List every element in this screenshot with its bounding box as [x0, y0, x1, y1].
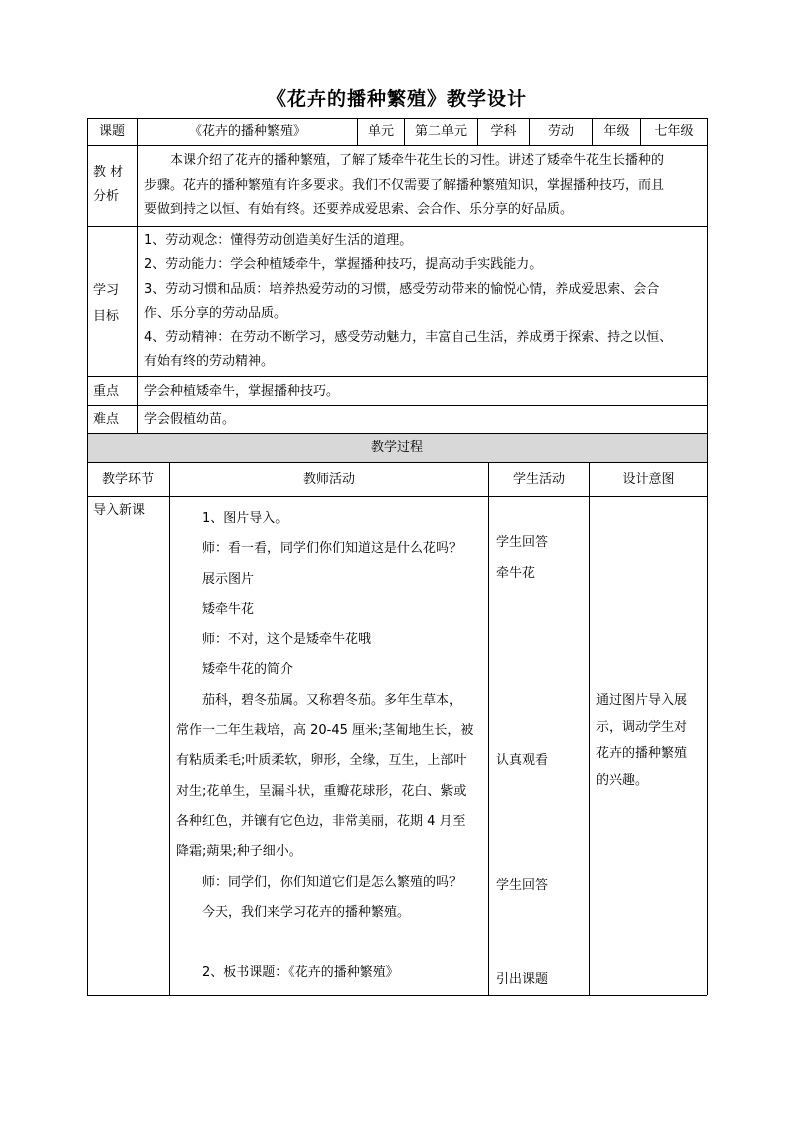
subject-label: 学科: [490, 124, 517, 139]
teacher-line: 各种红色，并镶有它色边，非常美丽，花期 4 月至: [176, 813, 466, 829]
topic-label: 课题: [98, 124, 125, 139]
objectives-text: [144, 229, 706, 375]
objective-line: 2、劳动能力：学会种植矮牵牛，掌握播种技巧，提高动手实践能力。: [144, 257, 543, 273]
difficulty-label: 难点: [93, 412, 120, 427]
teacher-line: 师：不对，这个是矮牵牛花哦: [202, 632, 372, 648]
teacher-line: 2、板书课题：《花卉的播种繁殖》: [202, 965, 399, 981]
student-activity: 认真观看: [496, 753, 549, 768]
teacher-line: 矮牵牛花的简介: [202, 662, 294, 678]
unit-label: 单元: [367, 124, 394, 139]
teacher-line: 有粘质柔毛;叶质柔软，卵形，全缘，互生，上部叶: [176, 753, 467, 769]
grid-line: [488, 462, 489, 995]
process-header: 教学过程: [370, 440, 423, 455]
teacher-line: 降霜;蒴果;种子细小。: [176, 844, 302, 860]
grid-line: [137, 118, 138, 433]
teacher-activities: [176, 504, 486, 989]
grade-value: 七年级: [654, 124, 694, 139]
page-title: 《花卉的播种繁殖》教学设计: [266, 88, 527, 110]
analysis-label-line2: 分析: [93, 189, 120, 204]
difficulty-text: 学会假植幼苗。: [144, 412, 236, 427]
teacher-line: 矮牵牛花: [202, 601, 255, 617]
intent-line: 的兴趣。: [596, 772, 649, 788]
analysis-label: [93, 161, 137, 209]
objective-line: 3、劳动习惯和品质：培养热爱劳动的习惯，感受劳动带来的愉悦心情，养成爱思索、会合: [144, 281, 660, 297]
analysis-label-line1: 教 材: [93, 165, 124, 180]
objective-line: 作、乐分享的劳动品质。: [144, 305, 288, 321]
teacher-line: 展示图片: [202, 571, 255, 587]
objectives-label-line2: 目标: [93, 309, 120, 324]
analysis-text: [144, 149, 706, 223]
student-activity: 学生回答: [496, 878, 549, 893]
grid-line: [87, 496, 707, 497]
grid-line: [87, 376, 707, 377]
objectives-label-line1: 学习: [93, 283, 120, 298]
unit-value: 第二单元: [414, 124, 467, 139]
teacher-line: 1、图片导入。: [202, 511, 289, 526]
col-header-intent: 设计意图: [622, 472, 675, 487]
grid-line: [87, 145, 707, 146]
grid-line: [589, 462, 590, 995]
col-header-stage: 教学环节: [101, 472, 154, 487]
analysis-line: 本课介绍了花卉的播种繁殖，了解了矮牵牛花生长的习性。讲述了矮牵牛花生长播种的: [170, 153, 665, 168]
objective-line: 有始有终的劳动精神。: [144, 354, 275, 370]
teacher-line: 今天，我们来学习花卉的播种繁殖。: [202, 904, 411, 920]
key-point-text: 学会种植矮牵牛，掌握播种技巧。: [144, 384, 340, 399]
key-point-label: 重点: [93, 384, 120, 399]
grid-line: [87, 118, 88, 995]
objective-line: 4、劳动精神：在劳动不断学习，感受劳动魅力，丰富自己生活，养成勇于探索、持之以恒、: [144, 330, 673, 346]
grid-line: [707, 118, 708, 995]
student-activity: 学生回答: [496, 535, 549, 550]
teacher-line: 师：看一看，同学们你们知道这是什么花吗？: [202, 541, 463, 557]
intent-line: 花卉的播种繁殖: [596, 746, 688, 761]
objective-line: 1、劳动观念：懂得劳动创造美好生活的道理。: [144, 233, 413, 248]
grid-line: [87, 226, 707, 227]
subject-value: 劳动: [547, 124, 574, 139]
col-header-teacher: 教师活动: [302, 472, 355, 487]
student-activity: 牵牛花: [496, 566, 536, 581]
grid-line: [87, 995, 707, 996]
col-header-student: 学生活动: [512, 472, 565, 487]
student-activity: 引出课题: [496, 972, 549, 987]
grid-line: [169, 462, 170, 995]
teacher-line: [176, 928, 486, 958]
teacher-line: 师：同学们，你们知道它们是怎么繁殖的吗？: [202, 874, 463, 890]
intent-line: 通过图片导入展: [596, 693, 688, 708]
teacher-line: 常作一二年生栽培，高 20-45 厘米;茎匍地生长，被: [176, 723, 474, 739]
analysis-line: 步骤。花卉的播种繁殖有许多要求。我们不仅需要了解播种繁殖知识，掌握播种技巧，而且: [144, 177, 665, 193]
stage-label: 导入新课: [93, 503, 146, 518]
objectives-label: [93, 278, 137, 330]
analysis-line: 要做到持之以恒、有始有终。还要养成爱思索、会合作、乐分享的好品质。: [144, 202, 574, 217]
intent-line: 示，调动学生对: [596, 719, 688, 735]
teacher-line: 对生;花单生，呈漏斗状，重瓣花球形，花白、紫或: [176, 783, 467, 799]
grade-label: 年级: [603, 124, 630, 139]
topic-value: 《花卉的播种繁殖》: [188, 124, 306, 139]
teacher-line: 茄科，碧冬茄属。又称碧冬茄。多年生草本，: [202, 692, 463, 708]
design-intent: [596, 688, 704, 794]
